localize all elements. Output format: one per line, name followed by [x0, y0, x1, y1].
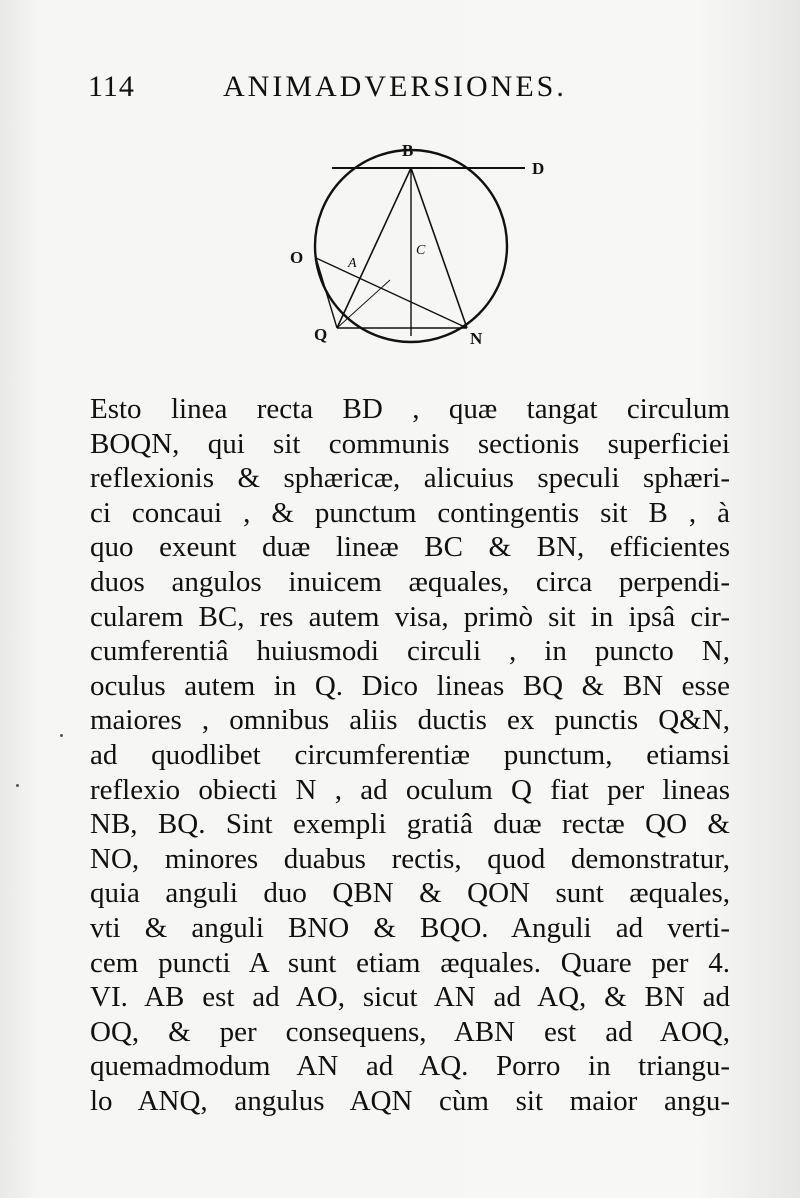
line-bq [337, 168, 411, 328]
text-line: quemadmodum AN ad AQ. Porro in triangu- [90, 1050, 730, 1083]
text-line: BOQN, qui sit communis sectionis superficiei [90, 427, 730, 460]
text-line: ci concaui , & punctum contingentis sit B , à [90, 496, 730, 529]
text-line: Esto linea recta BD , quæ tangat circulum [90, 393, 730, 425]
text-line: OQ, & per consequens, ABN est ad AOQ, [90, 1015, 730, 1048]
page-number: 114 [88, 70, 135, 103]
circle-diagram [280, 130, 560, 365]
line-on [316, 258, 467, 328]
text-line: maiores , omnibus aliis ductis ex punctis Q&N, [90, 704, 730, 737]
text-line: NO, minores duabus rectis, quod demonstratur, [90, 842, 730, 875]
label-b: B [402, 141, 414, 160]
text-line: cularem BC, res autem visa, primò sit in ipsâ cir- [90, 600, 730, 633]
label-q: Q [314, 325, 328, 344]
page-header [88, 64, 648, 108]
text-line: oculus autem in Q. Dico lineas BQ & BN esse [90, 669, 730, 702]
geometric-figure [280, 130, 560, 365]
text-line: reflexio obiecti N , ad oculum Q fiat per lineas [90, 773, 730, 806]
text-line: cem puncti A sunt etiam æquales. Quare per 4. [90, 946, 730, 979]
body-text [90, 392, 730, 1118]
running-title: ANIMADVERSIONES. [223, 70, 567, 103]
text-line: cumferentiâ huiusmodi circuli , in puncto N, [90, 635, 730, 668]
text-line: VI. AB est ad AO, sicut AN ad AQ, & BN ad [90, 981, 730, 1014]
label-o: O [290, 248, 304, 267]
text-line: ad quodlibet circumferentiæ punctum, etiamsi [90, 738, 730, 771]
text-line: lo ANQ, angulus AQN cùm sit maior angu- [90, 1084, 730, 1117]
line-qa [337, 280, 390, 328]
ink-speck [16, 784, 19, 787]
text-line: vti & anguli BNO & BQO. Anguli ad verti- [90, 911, 730, 944]
ink-speck [60, 734, 63, 737]
text-line: quia anguli duo QBN & QON sunt æquales, [90, 877, 730, 910]
label-a: A [348, 256, 357, 271]
text-line: duos angulos inuicem æquales, circa perpendi- [90, 565, 730, 598]
label-d: D [532, 159, 545, 178]
text-line: quo exeunt duæ lineæ BC & BN, efficientes [90, 531, 730, 564]
label-n: N [470, 329, 483, 348]
label-c: C [416, 243, 426, 258]
text-line: NB, BQ. Sint exempli gratiâ duæ rectæ QO & [90, 808, 730, 841]
text-line: reflexionis & sphæricæ, alicuius speculi sphæri- [90, 462, 730, 495]
line-oq [316, 258, 337, 328]
